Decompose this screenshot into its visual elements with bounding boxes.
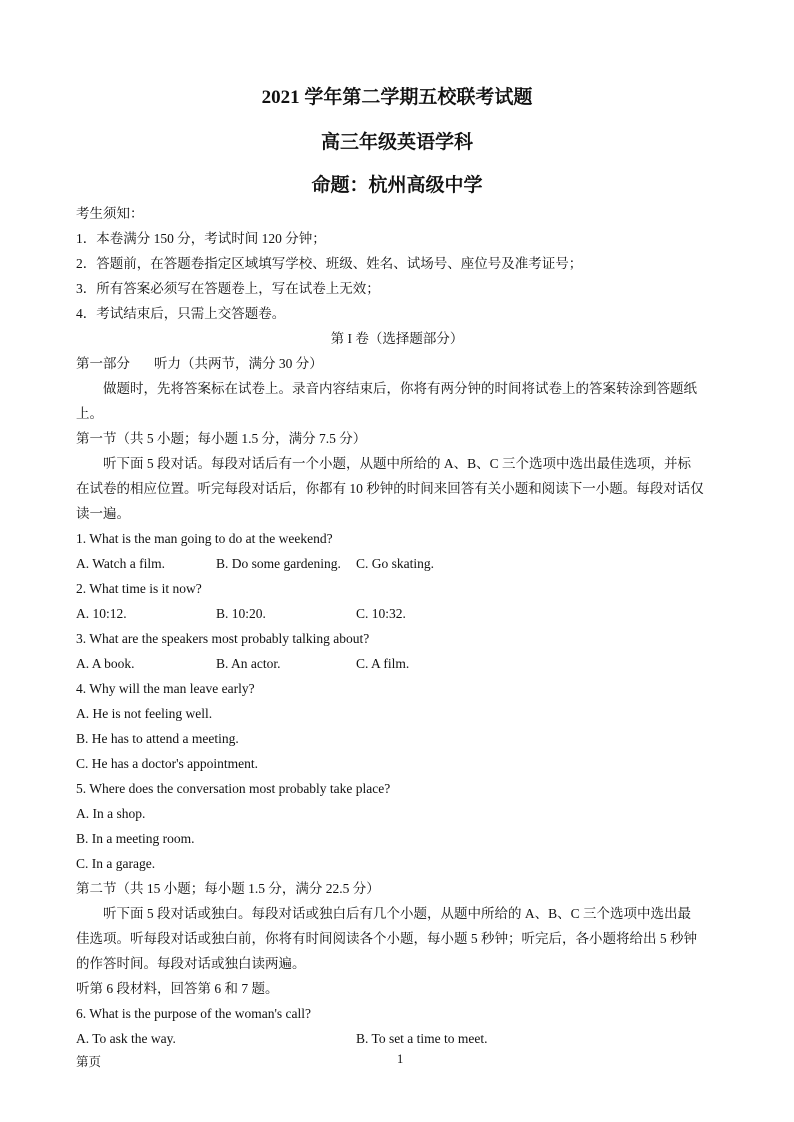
option-c: C. Go skating. <box>356 556 435 571</box>
exam-subject: 高三年级英语学科 <box>320 132 473 153</box>
notice-item: 2．答题前，在答题卷指定区域填写学校、班级、姓名、试场号、座位号及准考证号； <box>76 256 583 271</box>
section1-heading: 第一节（共 5 小题；每小题 1.5 分，满分 7.5 分） <box>76 431 367 446</box>
exam-title: 2021 学年第二学期五校联考试题 <box>261 87 533 108</box>
part1-name: 听力（共两节，满分 30 分） <box>154 356 323 371</box>
section1-instruction: 听下面 5 段对话。每段对话后有一个小题，从题中所给的 A、B、C 三个选项中选出最佳选项，并标 <box>103 456 692 471</box>
question-options <box>76 1030 726 1048</box>
option-a: A. A book. <box>76 656 135 671</box>
exam-author: 命题：杭州高级中学 <box>311 175 483 196</box>
option-b: B. An actor. <box>216 656 281 671</box>
part1-instruction: 做题时，先将答案标在试卷上。录音内容结束后，你将有两分钟的时间将试卷上的答案转涂到答题纸 <box>103 381 697 396</box>
option-a: A. Watch a film. <box>76 556 166 571</box>
notice-item: 3．所有答案必须写在答题卷上，写在试卷上无效； <box>76 281 380 296</box>
footer-label: 第页 <box>76 1055 102 1069</box>
section1-instruction: 在试卷的相应位置。听完每段对话后，你都有 10 秒钟的时间来回答有关小题和阅读下一小题。每段对话仅 <box>76 481 704 496</box>
option-c: C. 10:32. <box>356 606 406 621</box>
option-b: B. Do some gardening. <box>216 556 341 571</box>
option-a: A. To ask the way. <box>76 1031 176 1046</box>
section1-instruction: 读一遍。 <box>76 506 130 521</box>
section2-instruction: 的作答时间。每段对话或独白读两遍。 <box>76 956 306 971</box>
page-number: 1 <box>397 1052 404 1066</box>
notice-item: 1．本卷满分 150 分，考试时间 120 分钟； <box>76 231 326 246</box>
notice-item: 4．考试结束后，只需上交答题卷。 <box>76 306 286 321</box>
option-a: A. He is not feeling well. <box>76 706 213 721</box>
question-stem: 3. What are the speakers most probably talking about? <box>76 631 370 646</box>
option-c: C. He has a doctor's appointment. <box>76 756 259 771</box>
part1-label: 第一部分 <box>76 356 130 371</box>
option-c: C. In a garage. <box>76 856 156 871</box>
question-stem: 1. What is the man going to do at the weekend? <box>76 531 333 546</box>
option-a: A. 10:12. <box>76 606 127 621</box>
question-stem: 2. What time is it now? <box>76 581 202 596</box>
option-a: A. In a shop. <box>76 806 146 821</box>
material-note: 听第 6 段材料，回答第 6 和 7 题。 <box>76 981 279 996</box>
part1-instruction: 上。 <box>76 406 103 421</box>
question-stem: 6. What is the purpose of the woman's call? <box>76 1006 311 1021</box>
option-b: B. 10:20. <box>216 606 266 621</box>
option-b: B. He has to attend a meeting. <box>76 731 239 746</box>
question-options <box>76 655 726 673</box>
notice-heading: 考生须知： <box>76 206 144 221</box>
question-stem: 5. Where does the conversation most probably take place? <box>76 781 391 796</box>
option-b: B. In a meeting room. <box>76 831 195 846</box>
option-c: C. A film. <box>356 656 410 671</box>
section2-heading: 第二节（共 15 小题；每小题 1.5 分，满分 22.5 分） <box>76 881 380 896</box>
section2-instruction: 听下面 5 段对话或独白。每段对话或独白后有几个小题，从题中所给的 A、B、C 三个选项中选出最 <box>103 906 692 921</box>
question-stem: 4. Why will the man leave early? <box>76 681 255 696</box>
option-b: B. To set a time to meet. <box>356 1031 488 1046</box>
volume-heading: 第 I 卷（选择题部分） <box>330 331 464 346</box>
question-options <box>76 555 726 573</box>
section2-instruction: 佳选项。听每段对话或独白前，你将有时间阅读各个小题，每小题 5 秒钟；听完后，各小题将给出 5 秒钟 <box>76 931 697 946</box>
part1-heading <box>76 355 726 373</box>
question-options <box>76 605 726 623</box>
